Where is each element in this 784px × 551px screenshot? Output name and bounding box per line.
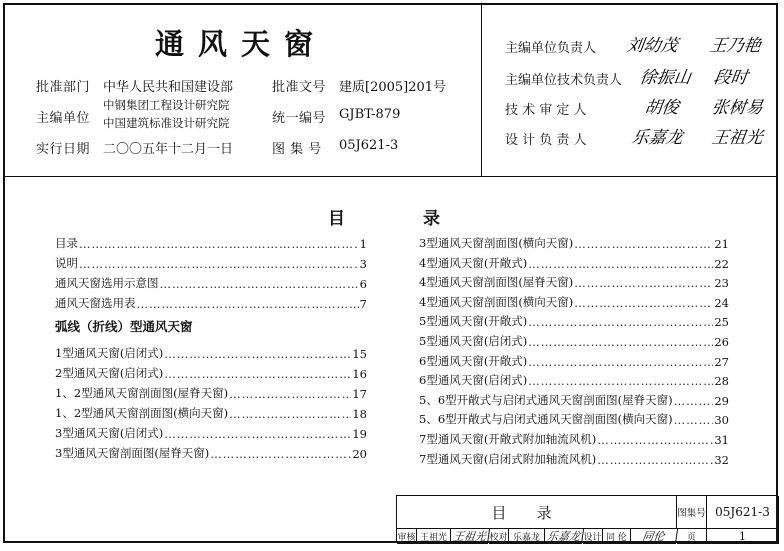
toc-leader-dots — [210, 447, 351, 461]
toc-leader-dots — [574, 276, 713, 290]
atlas-value-cell: 05J621-3 — [707, 496, 779, 529]
signature: 乐嘉龙 — [630, 128, 685, 148]
review-label: 审核 — [397, 529, 417, 544]
chief-unit-head-label: 主编单位负责人 — [505, 41, 597, 56]
effective-date-label: 实行日期 — [36, 142, 91, 157]
toc-entry-page: 32 — [714, 452, 729, 467]
signature: 徐振山 — [638, 68, 693, 88]
review-signature: 王祖光 — [450, 529, 490, 544]
toc-entry-page: 17 — [352, 387, 367, 401]
approval-dept-value: 中华人民共和国建设部 — [103, 80, 234, 95]
toc-entry-title: 5型通风天窗(启闭式) — [419, 334, 528, 348]
toc-entry[interactable] — [55, 404, 367, 421]
toc-entry-page: 1 — [359, 237, 367, 251]
toc-entry-title: 6型通风天窗(启闭式) — [419, 373, 528, 388]
toc-entry-title: 6型通风天窗(开敞式) — [419, 353, 528, 368]
toc-entry[interactable] — [419, 312, 729, 329]
toc-leader-dots — [79, 237, 359, 251]
signature: 张树易 — [710, 98, 765, 118]
toc-entry-title: 5型通风天窗(开敞式) — [419, 314, 528, 329]
toc-entry[interactable] — [55, 364, 367, 381]
toc-leader-dots — [164, 347, 351, 361]
toc-entry-title: 4型通风天窗剖面图(横向天窗) — [419, 294, 574, 309]
toc-entry[interactable] — [55, 294, 367, 311]
toc-leader-dots — [229, 387, 351, 401]
toc-leader-dots — [164, 427, 351, 441]
toc-leader-dots — [597, 433, 713, 447]
toc-leader-dots — [164, 367, 351, 381]
toc-entry[interactable] — [55, 444, 367, 461]
toc-heading-2: 录 — [423, 209, 440, 229]
title-block-title — [397, 496, 677, 529]
toc-entry-title: 1、2型通风天窗剖面图(横向天窗) — [55, 406, 229, 420]
toc-leader-dots — [528, 374, 713, 388]
toc-entry-title: 5、6型开敞式与启闭式通风天窗剖面图(屋脊天窗) — [419, 392, 673, 407]
header-divider — [3, 176, 778, 177]
approval-dept-label: 批准部门 — [36, 80, 91, 95]
signature: 刘幼茂 — [625, 36, 680, 56]
atlas-label-cell: 图集号 — [677, 496, 707, 529]
toc-entry-page: 21 — [714, 237, 729, 251]
approval-number-value: 建质[2005]201号 — [339, 80, 447, 95]
toc-entry-page: 3 — [359, 257, 367, 271]
header-vertical-divider — [481, 3, 482, 176]
toc-entry-page: 22 — [714, 256, 729, 271]
toc-entry-title: 2型通风天窗(启闭式) — [55, 366, 164, 380]
toc-entry-page: 6 — [359, 277, 367, 291]
toc-entry[interactable] — [55, 274, 367, 291]
chief-unit-value-2: 中国建筑标准设计研究院 — [103, 116, 230, 130]
toc-leader-dots — [528, 355, 713, 369]
toc-entry[interactable] — [419, 254, 729, 271]
chief-unit-label: 主编单位 — [36, 111, 91, 126]
toc-entry-page: 15 — [352, 347, 367, 361]
toc-entry[interactable] — [55, 424, 367, 441]
toc-entry[interactable] — [419, 371, 729, 388]
toc-leader-dots — [597, 453, 713, 467]
toc-entry-title: 通风天窗选用示意图 — [55, 276, 159, 290]
toc-entry-page: 29 — [714, 393, 729, 408]
toc-heading-1: 目 — [328, 209, 345, 229]
toc-entry-page: 25 — [714, 315, 729, 330]
title-block — [396, 495, 778, 543]
effective-date-value: 二〇〇五年十二月一日 — [103, 142, 234, 157]
toc-leader-dots — [528, 257, 713, 271]
toc-entry[interactable] — [419, 273, 729, 290]
atlas-number-label: 图 集 号 — [272, 142, 322, 157]
page-label: 页 — [677, 529, 707, 544]
toc-entry[interactable] — [419, 430, 729, 447]
toc-entry-page: 24 — [714, 295, 729, 310]
toc-entry[interactable] — [419, 391, 729, 408]
toc-entry-title: 7型通风天窗(启闭式附加轴流风机) — [419, 451, 597, 466]
toc-leader-dots — [528, 315, 713, 329]
toc-entry-page: 30 — [714, 413, 729, 428]
toc-entry-title: 7型通风天窗(开敞式附加轴流风机) — [419, 432, 597, 446]
toc-leader-dots — [160, 277, 359, 291]
toc-entry-title: 4型通风天窗(开敞式) — [419, 255, 528, 270]
toc-entry-title: 5、6型开敞式与启闭式通风天窗剖面图(横向天窗) — [419, 412, 673, 427]
toc-leader-dots — [528, 335, 713, 349]
design-signature: 同伦 — [630, 529, 678, 544]
toc-entry[interactable] — [419, 293, 729, 310]
toc-entry-title: 3型通风天窗剖面图(屋脊天窗) — [55, 446, 210, 460]
signature: 胡俊 — [643, 98, 681, 118]
toc-leader-dots — [229, 407, 351, 421]
design-lead-label: 设 计 负 责 人 — [505, 133, 587, 148]
toc-leader-dots — [79, 257, 359, 271]
approval-number-label: 批准文号 — [272, 80, 327, 95]
toc-entry-page: 23 — [714, 276, 729, 291]
toc-entry[interactable] — [419, 410, 729, 427]
toc-entry-page: 16 — [352, 367, 367, 381]
toc-leader-dots — [674, 413, 714, 427]
chief-unit-value-1: 中钢集团工程设计研究院 — [103, 98, 230, 112]
toc-entry[interactable] — [419, 450, 729, 467]
toc-entry[interactable] — [419, 234, 729, 251]
unified-number-value: GJBT-879 — [339, 107, 401, 122]
toc-entry-title: 通风天窗选用表 — [55, 296, 136, 310]
toc-entry-title: 1、2型通风天窗剖面图(屋脊天窗) — [55, 386, 229, 400]
toc-entry-title: 3型通风天窗(启闭式) — [55, 426, 164, 440]
design-name: 同 伦 — [603, 529, 631, 544]
toc-entry-page: 19 — [352, 427, 367, 441]
tech-reviewer-label: 技 术 审 定 人 — [505, 103, 587, 118]
toc-entry[interactable] — [419, 332, 729, 349]
review-name: 王祖光 — [417, 529, 451, 544]
atlas-title: 通风天窗 — [155, 27, 328, 61]
toc-entry[interactable] — [55, 254, 367, 271]
toc-leader-dots — [674, 394, 714, 408]
page-value: 1 — [707, 529, 779, 544]
toc-section-heading: 弧线（折线）型通风天窗 — [55, 319, 193, 334]
chief-unit-tech-head-label: 主编单位技术负责人 — [505, 73, 623, 88]
toc-entry[interactable] — [419, 352, 729, 369]
toc-entry-title: 1型通风天窗(启闭式) — [55, 346, 164, 360]
toc-entry[interactable] — [55, 234, 367, 251]
check-label: 校对 — [489, 529, 509, 544]
toc-entry[interactable] — [55, 384, 367, 401]
design-label: 设计 — [583, 529, 603, 544]
toc-entry-title: 目录 — [55, 236, 78, 250]
atlas-number-value: 05J621-3 — [339, 138, 399, 153]
unified-number-label: 统一编号 — [272, 111, 327, 126]
toc-entry-title: 4型通风天窗剖面图(屋脊天窗) — [419, 275, 574, 290]
toc-leader-dots — [137, 297, 359, 311]
title-block-title-text: 目录 — [491, 503, 582, 522]
toc-entry-page: 7 — [359, 297, 367, 311]
check-name: 乐嘉龙 — [509, 529, 545, 544]
toc-leader-dots — [574, 296, 713, 310]
toc-entry-page: 18 — [352, 407, 367, 421]
toc-entry-page: 27 — [714, 354, 729, 369]
toc-entry-page: 28 — [714, 374, 729, 389]
signature: 王祖光 — [710, 128, 765, 148]
toc-leader-dots — [574, 237, 713, 251]
signature: 段时 — [712, 68, 750, 88]
check-signature: 乐嘉龙 — [544, 529, 584, 544]
toc-entry-page: 20 — [352, 447, 367, 461]
toc-entry-page: 26 — [714, 335, 729, 349]
toc-entry[interactable] — [55, 344, 367, 361]
signature: 王乃艳 — [708, 36, 763, 56]
toc-entry-title: 3型通风天窗剖面图(横向天窗) — [419, 236, 574, 250]
toc-entry-title: 说明 — [55, 256, 78, 270]
toc-entry-page: 31 — [714, 433, 729, 447]
